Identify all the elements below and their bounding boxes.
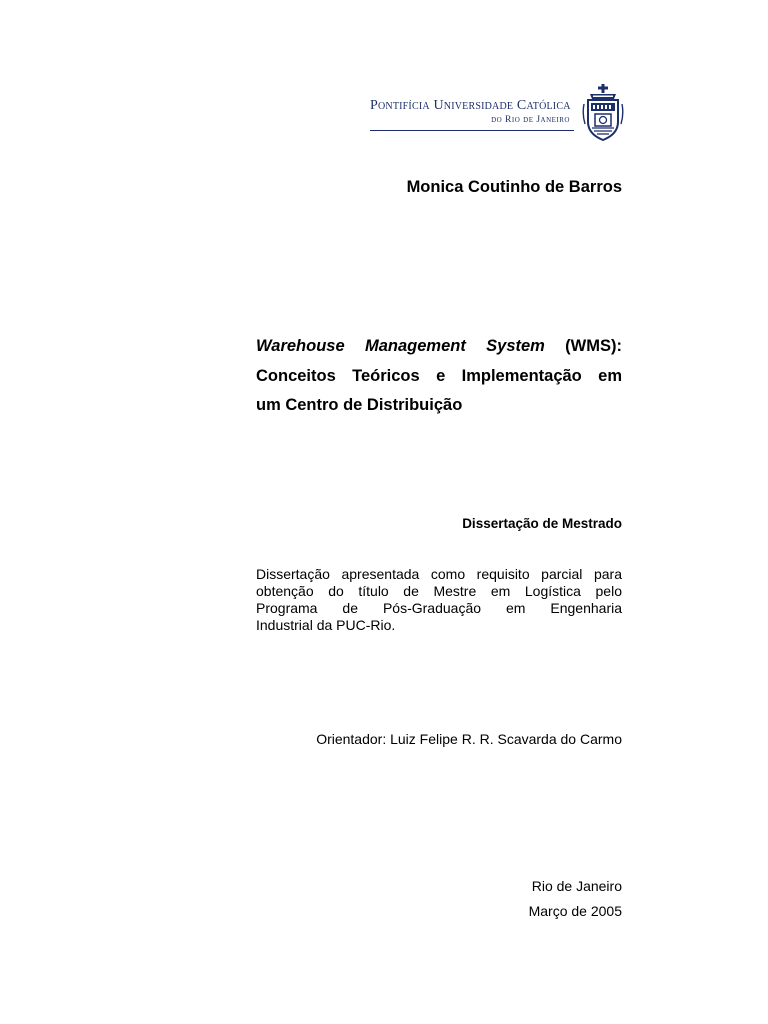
dissertation-title: [256, 332, 622, 421]
place: Rio de Janeiro: [531, 878, 622, 894]
description-line-1: Dissertação apresentada como requisito parcial para: [256, 566, 622, 582]
author-name: Monica Coutinho de Barros: [406, 178, 622, 196]
description-line-3: Programa de Pós-Graduação em Engenharia: [256, 600, 622, 616]
university-crest-icon: [582, 84, 624, 142]
university-logo: [370, 84, 624, 144]
title-line-3: um Centro de Distribuição: [256, 396, 463, 414]
description-line-4: Industrial da PUC-Rio.: [256, 617, 396, 633]
institution-name-line2: do Rio de Janeiro: [491, 115, 570, 125]
title-line-1: [256, 332, 622, 362]
description-line-2: obtenção do título de Mestre em Logística pelo: [256, 583, 622, 599]
title-italic-part: Warehouse Management System: [256, 337, 545, 355]
dissertation-description: [256, 566, 622, 634]
date: Março de 2005: [528, 903, 622, 919]
institution-name-line1: Pontifícia Universidade Católica: [370, 98, 571, 113]
advisor-name: Orientador: Luiz Felipe R. R. Scavarda do Carmo: [316, 731, 622, 747]
title-line-2: Conceitos Teóricos e Implementação em: [256, 366, 622, 385]
degree-type: Dissertação de Mestrado: [462, 516, 622, 531]
logo-divider: [370, 130, 574, 131]
institution-name: [370, 98, 574, 126]
title-acronym-part: (WMS):: [544, 337, 622, 355]
